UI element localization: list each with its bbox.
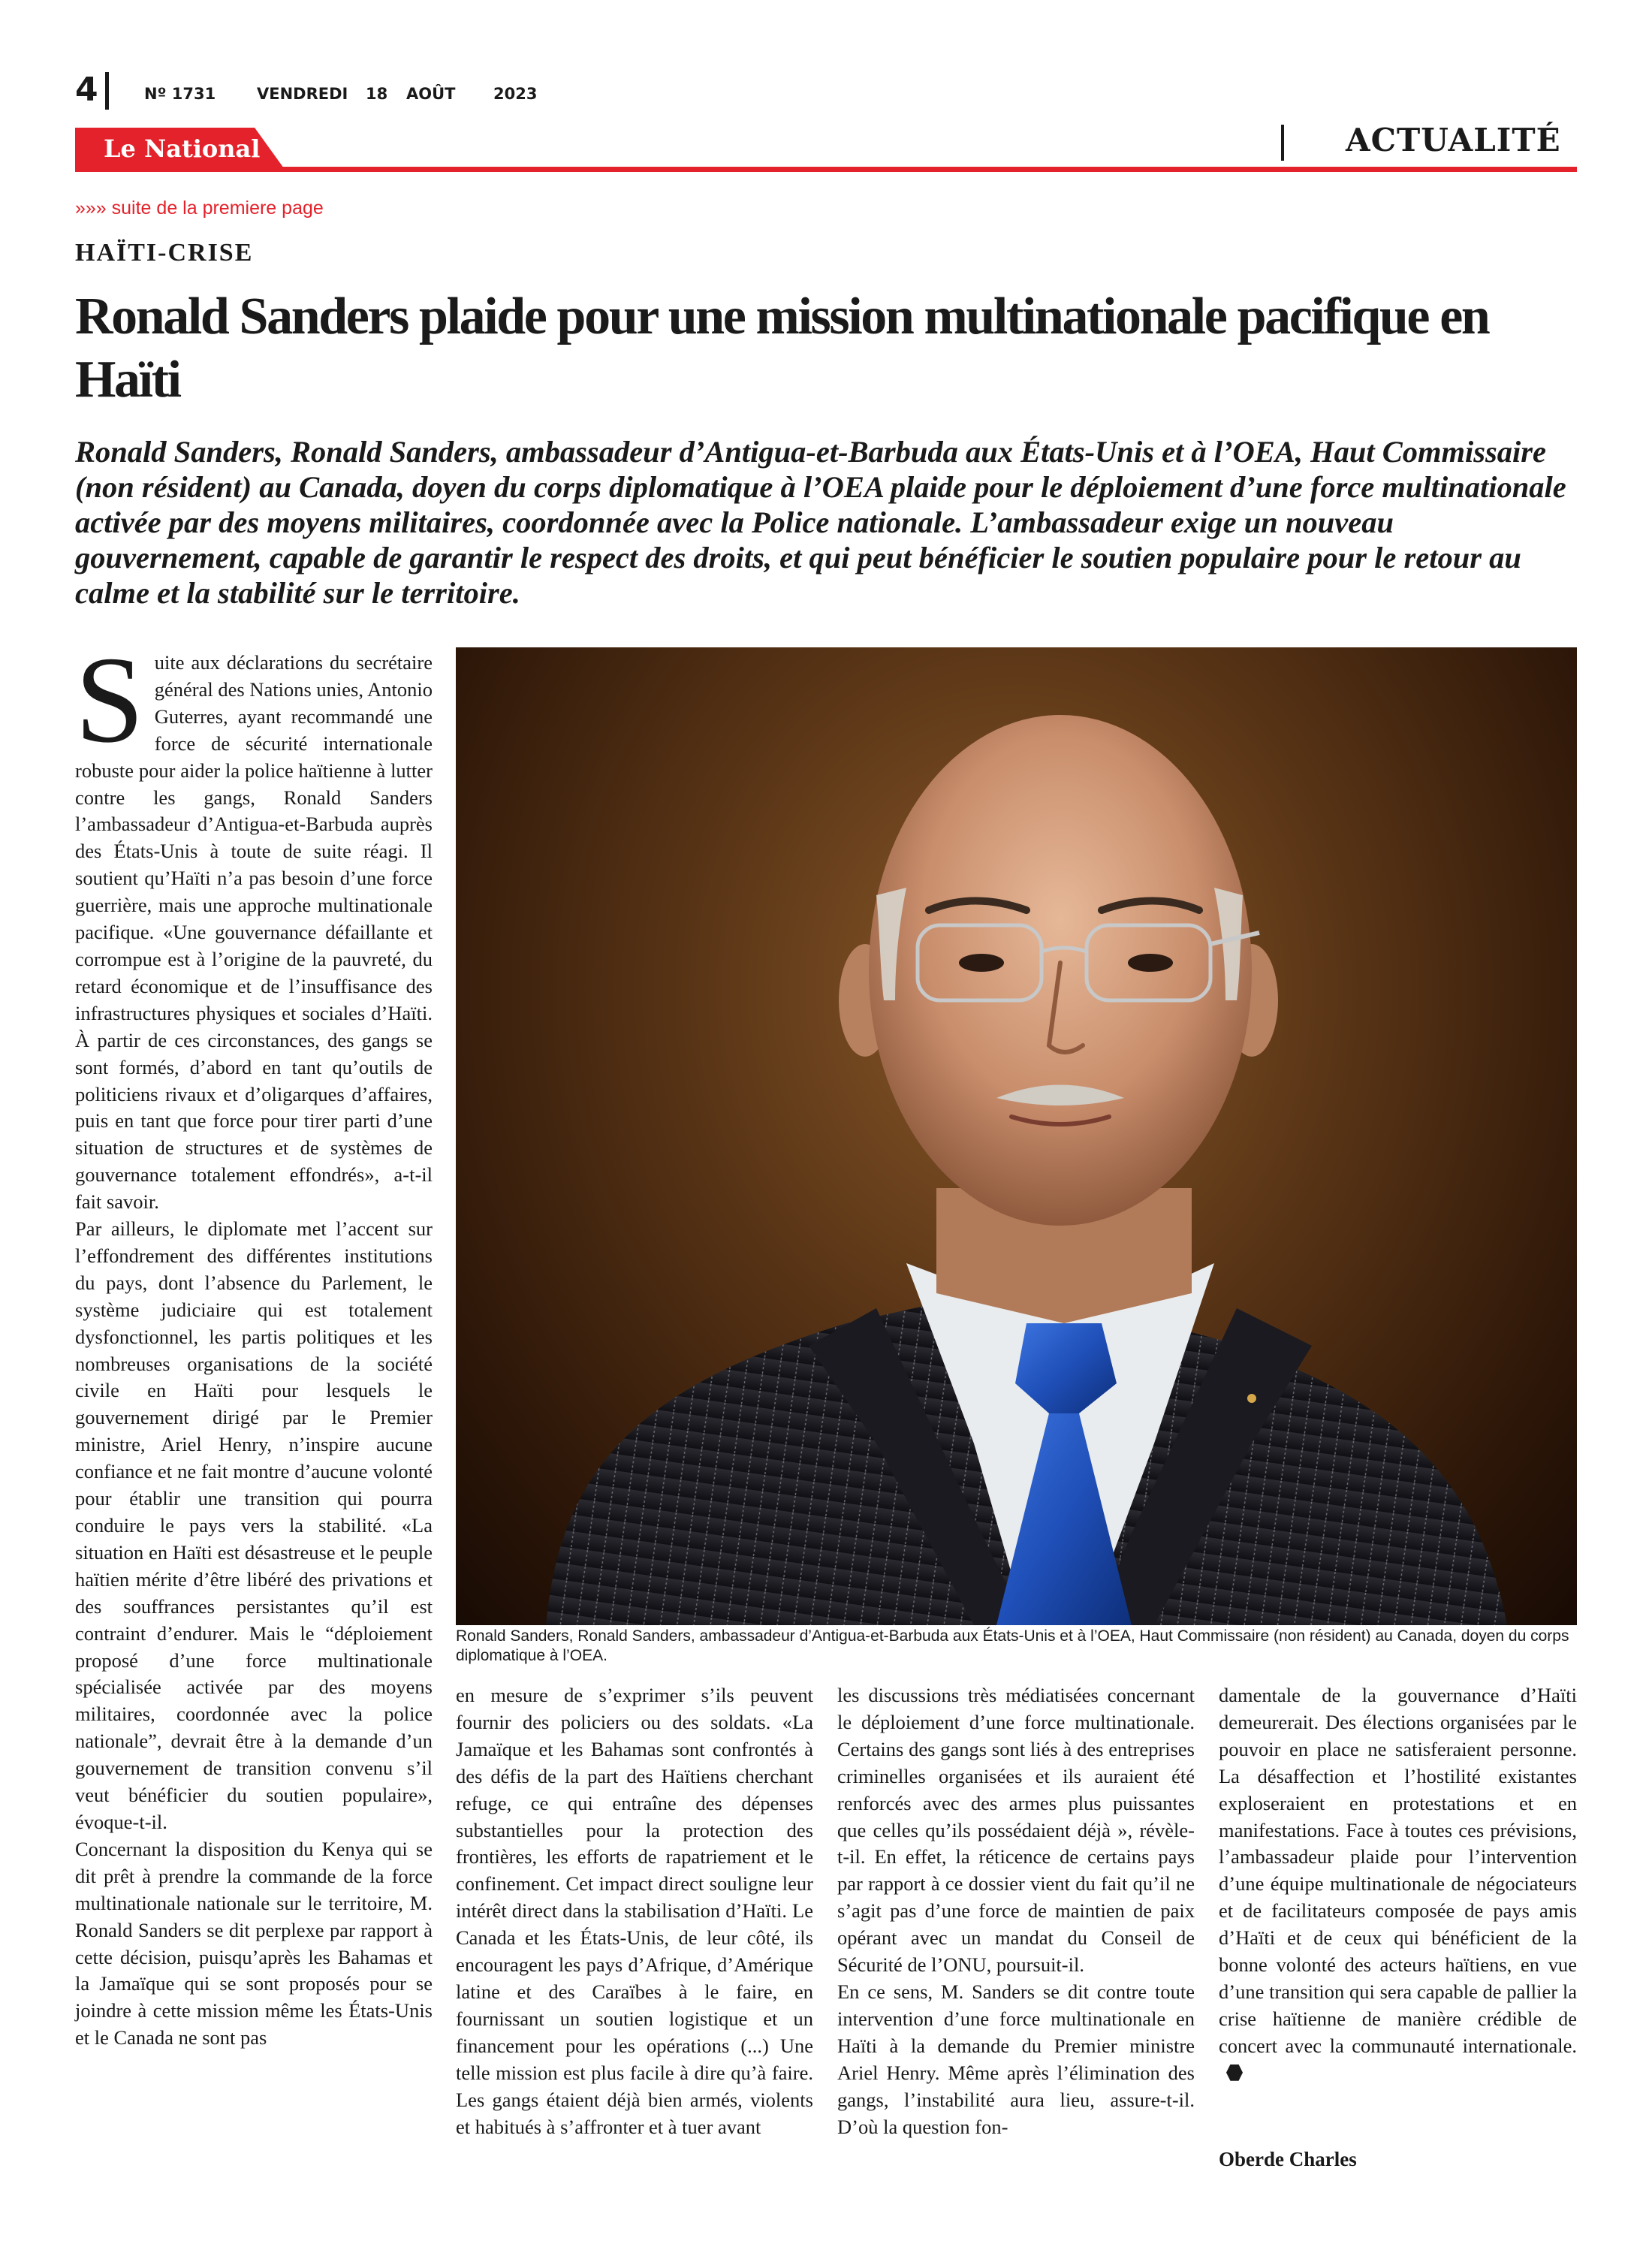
column-4-paragraph xyxy=(1219,1682,1577,2087)
issue-year: 2023 xyxy=(493,85,538,103)
article-column-4 xyxy=(1219,1682,1577,2087)
header-rule xyxy=(75,167,1577,172)
column-1-paragraph: Concernant la disposition du Kenya qui se dit prêt à prendre la commande de la force multinationale nationale sur le territoire, M. Ronald Sanders se dit perplexe par rapport à cette décision, puisqu’après les Bahamas et la Jamaïque qui se sont proposés pour se joindre à cette mission même les États-Unis et le Canada ne sont pas xyxy=(75,1837,433,2049)
article-headline: Ronald Sanders plaide pour une mission multinationale pacifique en Haïti xyxy=(75,288,1489,409)
issue-day: VENDREDI xyxy=(257,85,348,103)
article-column-3 xyxy=(837,1682,1195,2140)
paragraph-text: uite aux déclarations du secrétaire général des Nations unies, Antonio Guterres, ayant recommandé une force de sécurité internationale robuste pour aider la police haïtienne à lutter contre les gangs, Ronald Sanders l’ambassadeur d’Antigua-et-Barbuda auprès des États-Unis à toute de suite réagi. Il soutient qu’Haïti n’a pas besoin d’une force guerrière, mais une approche multinationale pacifique. «Une gouvernance défaillante et corrompue est à l’origine de la pauvreté, du retard économique et de l’insuffisance des infrastructures physiques et sociales d’Haïti. À partir de ces circonstances, des gangs se sont formés, d’abord en tant qu’outils de politiciens rivaux et d’oligarques d’affaires, puis en tant que force pour tirer parti d’une situation de structures et de systèmes de gouvernance totalement effondrés», a-t-il fait savoir. xyxy=(75,651,433,1214)
page-number-divider xyxy=(105,72,109,110)
paragraph-text: damentale de la gouvernance d’Haïti demeurerait. Des élections organisées par le pouvoir en place ne satisferaient personne. La désaffection et l’hostilité existantes exploseraient en protestations et en manifestations. Face à toutes ces prévisions, l’ambassadeur plaide pour l’intervention d’une équipe multinationale de négociateurs et de facilitateurs composée de pays amis d’Haïti et de ceux qui bénéficient de la bonne volonté des acteurs haïtiens, en vue d’une transition qui sera capable de pallier la crise haïtienne de manière crédible de concert avec la communauté internationale. xyxy=(1219,1684,1577,2057)
drop-cap: S xyxy=(75,631,144,768)
continuation-note: »»» suite de la premiere page xyxy=(75,198,324,219)
section-divider xyxy=(1281,125,1284,161)
portrait-illustration xyxy=(456,647,1577,1625)
portrait-photo xyxy=(456,647,1577,1625)
article-author: Oberde Charles xyxy=(1219,2148,1357,2170)
column-1-paragraph xyxy=(75,631,433,1216)
column-3-paragraph: les discussions très médiatisées concernant le déploiement d’une force multinationale. Certains des gangs sont liés à des entreprises criminelles organisées et ils auraient été renforcés avec des armes plus puissantes que celles qu’ils possédaient déjà », révèle-t-il. En effet, la réticence de certains pays par rapport à ce dossier vient du fait qu’il ne s’agit pas d’une force de maintien de paix opérant avec un mandat du Conseil de Sécurité de l’ONU, poursuit-il. xyxy=(837,1684,1195,1977)
brand-logo: Le National xyxy=(104,134,261,163)
article-column-2 xyxy=(456,1682,813,2140)
end-of-article-icon xyxy=(1226,2064,1243,2081)
article-lead: Ronald Sanders, Ronald Sanders, ambassadeur d’Antigua-et-Barbuda aux États-Unis et à l’OEA, Haut Commissaire (non résident) au Canada, doyen du corps diplomatique à l’OEA plaide pour le déploiement d’une force multinationale activée par des moyens militaires, coordonnée avec la Police nationale. L’ambassadeur exige un nouveau gouvernement, capable de garantir le respect des droits, et qui peut bénéficier le soutien populaire pour le retour au calme et la stabilité sur le territoire. xyxy=(75,435,1566,610)
article-kicker: HAÏTI-CRISE xyxy=(75,239,254,267)
column-2-paragraph: en mesure de s’exprimer s’ils peuvent fournir des policiers ou des soldats. «La Jamaïque et les Bahamas sont confrontés à des défis de la part des Haïtiens cherchant refuge, ce qui entraîne des dépenses substantielles pour la protection des frontières, les efforts de rapatriement et le confinement. Cet impact direct souligne leur intérêt direct dans la stabilisation d’Haïti. Le Canada et les États-Unis, de leur côté, ils encouragent les pays d’Afrique, d’Amérique latine et des Caraïbes à le faire, en fournissant un soutien logistique et un financement pour les opérations (...) Une telle mission est plus facile à dire qu’à faire. Les gangs étaient déjà bien armés, violents et habitués à s’affronter et à tuer avant xyxy=(456,1684,813,2138)
photo-caption: Ronald Sanders, Ronald Sanders, ambassadeur d’Antigua-et-Barbuda aux États-Unis et à l’OEA, Haut Commissaire (non résident) au Canada, doyen du corps diplomatique à l’OEA. xyxy=(456,1627,1569,1664)
issue-month: AOÛT xyxy=(406,85,456,103)
section-label: ACTUALITÉ xyxy=(1346,122,1561,158)
issue-date: 18 xyxy=(366,85,388,103)
column-1-paragraph: Par ailleurs, le diplomate met l’accent sur l’effondrement des différentes institutions du pays, dont l’absence du Parlement, le système judiciaire qui est totalement dysfonctionnel, les partis politiques et les nombreuses organisations de la société civile en Haïti pour lesquels le gouvernement dirigé par le Premier ministre, Ariel Henry, n’inspire aucune confiance et ne fait montre d’aucune volonté pour établir une transition qui pourra conduire le pays vers la stabilité. «La situation en Haïti est désastreuse et le peuple haïtien mérite d’être libéré des privations et des souffrances persistantes qu’il est contraint d’endurer. Mais le “déploiement proposé d’une force multinationale spécialisée activée par des moyens militaires, coordonnée avec la police nationale”, devrait être à la demande d’un gouvernement de transition convenu s’il veut bénéficier du soutien populaire», évoque-t-il. xyxy=(75,1217,433,1833)
article-column-1 xyxy=(75,631,433,2052)
page-number: 4 xyxy=(75,71,98,109)
issue-number: Nº 1731 xyxy=(144,85,216,103)
column-3-paragraph: En ce sens, M. Sanders se dit contre toute intervention d’une force multinationale en Haïti à la demande du Premier ministre Ariel Henry. Même après l’élimination des gangs, l’instabilité aura lieu, assure-t-il. D’où la question fon- xyxy=(837,1980,1195,2138)
